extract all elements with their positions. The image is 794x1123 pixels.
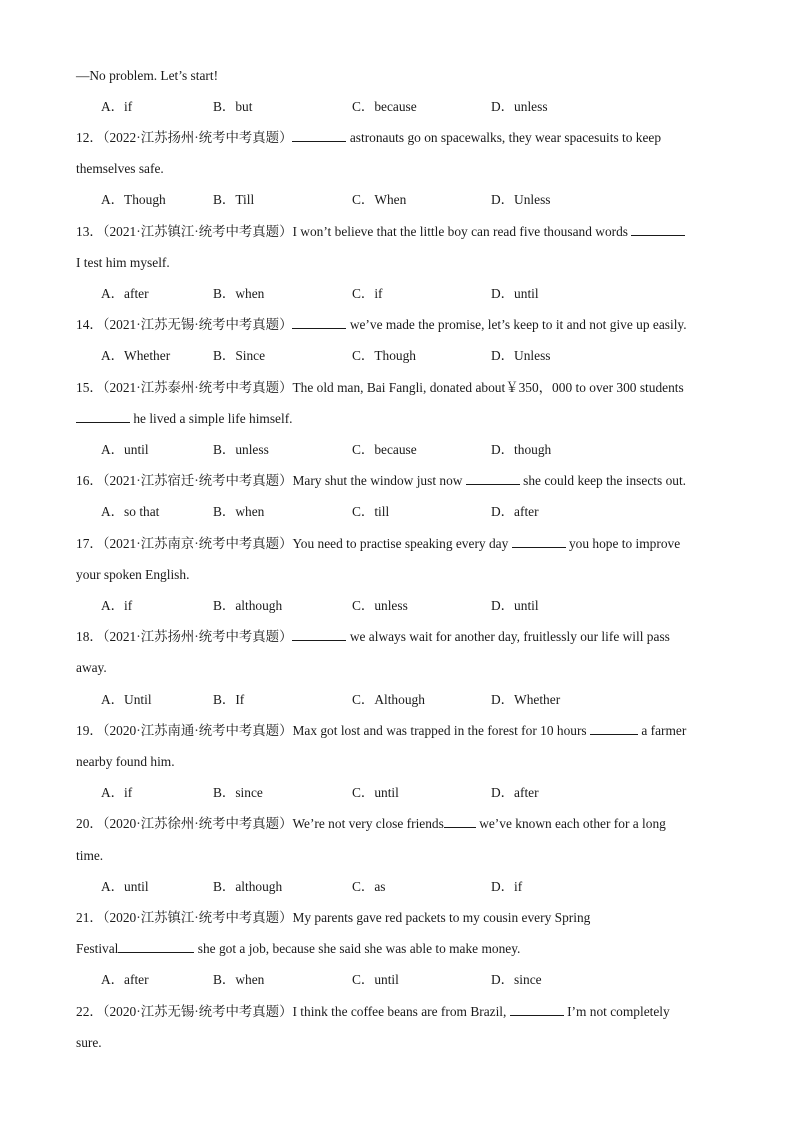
answer-blank (512, 535, 566, 548)
question-17-continued: your spoken English. (76, 567, 190, 582)
stem-text: You need to practise speaking every day (292, 536, 512, 551)
option-d[interactable]: D．though (491, 442, 552, 457)
option-c[interactable]: C．till (352, 504, 390, 519)
stem-text: My parents gave red packets to my cousin every Spring (292, 910, 591, 925)
option-a[interactable]: A．after (101, 972, 149, 987)
stem-text: I won’t believe that the little boy can read five thousand words (292, 224, 632, 239)
stem-text: astronauts go on spacewalks, they wear spacesuits to keep (346, 130, 662, 145)
option-a[interactable]: A．if (101, 99, 133, 114)
question-15-stem (76, 379, 684, 397)
question-13-continued: I test him myself. (76, 255, 170, 270)
option-b[interactable]: B．unless (213, 442, 269, 457)
question-15-continued (76, 410, 293, 428)
option-c[interactable]: C．as (352, 879, 386, 894)
stem-text: Mary shut the window just now (292, 473, 466, 488)
question-19-continued: nearby found him. (76, 754, 175, 769)
option-d[interactable]: D．if (491, 879, 523, 894)
question-12-continued: themselves safe. (76, 161, 164, 176)
q17-options (101, 597, 661, 615)
answer-blank (510, 1003, 564, 1016)
option-b[interactable]: B．although (213, 879, 283, 894)
option-a[interactable]: A．Whether (101, 348, 171, 363)
option-a[interactable]: A．until (101, 442, 149, 457)
option-b[interactable]: B．Till (213, 192, 255, 207)
stem-text: a farmer (637, 723, 687, 738)
option-b[interactable]: B．but (213, 99, 253, 114)
question-22-stem (76, 1003, 670, 1021)
question-17-stem (76, 535, 680, 553)
question-21-stem (76, 909, 590, 927)
answer-blank (466, 472, 520, 485)
question-20-stem (76, 815, 666, 833)
question-source: 19．（2020·江苏南通·统考中考真题） (76, 723, 293, 738)
answer-blank (631, 223, 685, 236)
question-12-stem (76, 129, 661, 147)
option-c[interactable]: C．until (352, 972, 399, 987)
question-source: 17．（2021·江苏南京·统考中考真题） (76, 536, 293, 551)
stem-text: The old man, Bai Fangli, donated about￥350，000 to over 300 students (292, 380, 684, 395)
option-d[interactable]: D．Whether (491, 692, 561, 707)
option-c[interactable]: C．because (352, 442, 417, 457)
option-a[interactable]: A．if (101, 598, 133, 613)
question-source: 18．（2021·江苏扬州·统考中考真题） (76, 629, 293, 644)
q11-options (101, 98, 661, 116)
option-b[interactable]: B．when (213, 972, 265, 987)
stem-text: we’ve known each other for a long (475, 816, 666, 831)
question-16-stem (76, 472, 686, 490)
answer-blank (76, 410, 130, 423)
option-b[interactable]: B．although (213, 598, 283, 613)
stem-text: we’ve made the promise, let’s keep to it and not give up easily. (346, 317, 687, 332)
option-d[interactable]: D．Unless (491, 348, 551, 363)
option-d[interactable]: D．until (491, 598, 539, 613)
option-b[interactable]: B．If (213, 692, 245, 707)
answer-blank (590, 722, 638, 735)
q19-options (101, 784, 661, 802)
option-d[interactable]: D．Unless (491, 192, 551, 207)
question-source: 21．（2020·江苏镇江·统考中考真题） (76, 910, 293, 925)
option-c[interactable]: C．Though (352, 348, 416, 363)
option-b[interactable]: B．Since (213, 348, 266, 363)
dialogue-line: —No problem. Let’s start! (76, 68, 219, 83)
option-c[interactable]: C．because (352, 99, 417, 114)
q18-options (101, 691, 661, 709)
option-b[interactable]: B．since (213, 785, 263, 800)
stem-text: he lived a simple life himself. (130, 411, 293, 426)
option-a[interactable]: A．so that (101, 504, 160, 519)
question-source: 14．（2021·江苏无锡·统考中考真题） (76, 317, 293, 332)
q13-options (101, 285, 661, 303)
answer-blank (444, 815, 476, 828)
option-d[interactable]: D．since (491, 972, 542, 987)
question-18-continued: away. (76, 660, 107, 675)
option-a[interactable]: A．Until (101, 692, 152, 707)
answer-blank (118, 940, 194, 953)
option-a[interactable]: A．after (101, 286, 149, 301)
option-a[interactable]: A．Though (101, 192, 166, 207)
q16-options (101, 503, 661, 521)
q12-options (101, 191, 661, 209)
option-a[interactable]: A．if (101, 785, 133, 800)
option-d[interactable]: D．after (491, 504, 539, 519)
stem-text: she got a job, because she said she was able to make money. (194, 941, 521, 956)
option-d[interactable]: D．after (491, 785, 539, 800)
question-21-continued (76, 940, 520, 958)
stem-text: Max got lost and was trapped in the forest for 10 hours (292, 723, 590, 738)
option-d[interactable]: D．unless (491, 99, 548, 114)
question-14-stem (76, 316, 687, 334)
question-source: 13．（2021·江苏镇江·统考中考真题） (76, 224, 293, 239)
q15-options (101, 441, 661, 459)
option-d[interactable]: D．until (491, 286, 539, 301)
option-c[interactable]: C．Although (352, 692, 425, 707)
question-13-stem (76, 223, 685, 241)
question-22-continued: sure. (76, 1035, 102, 1050)
option-c[interactable]: C．if (352, 286, 383, 301)
answer-blank (292, 628, 346, 641)
option-c[interactable]: C．unless (352, 598, 408, 613)
question-source: 20．（2020·江苏徐州·统考中考真题） (76, 816, 293, 831)
stem-text: she could keep the insects out. (519, 473, 687, 488)
option-b[interactable]: B．when (213, 504, 265, 519)
question-source: 22．（2020·江苏无锡·统考中考真题） (76, 1004, 293, 1019)
option-c[interactable]: C．When (352, 192, 407, 207)
stem-text: We’re not very close friends (292, 816, 444, 831)
question-18-stem (76, 628, 670, 646)
option-b[interactable]: B．when (213, 286, 265, 301)
q21-options (101, 971, 661, 989)
option-c[interactable]: C．until (352, 785, 399, 800)
question-19-stem (76, 722, 686, 740)
q20-options (101, 878, 661, 896)
question-source: 15．（2021·江苏泰州·统考中考真题） (76, 380, 293, 395)
q14-options (101, 347, 661, 365)
question-source: 16．（2021·江苏宿迁·统考中考真题） (76, 473, 293, 488)
stem-text: you hope to improve (565, 536, 681, 551)
answer-blank (292, 316, 346, 329)
question-source: 12．（2022·江苏扬州·统考中考真题） (76, 130, 293, 145)
stem-text: I think the coffee beans are from Brazil, (292, 1004, 510, 1019)
stem-text: I’m not completely (563, 1004, 670, 1019)
stem-text: we always wait for another day, fruitlessly our life will pass (346, 629, 670, 644)
answer-blank (292, 129, 346, 142)
stem-text: Festival (76, 941, 119, 956)
option-a[interactable]: A．until (101, 879, 149, 894)
question-20-continued: time. (76, 848, 104, 863)
